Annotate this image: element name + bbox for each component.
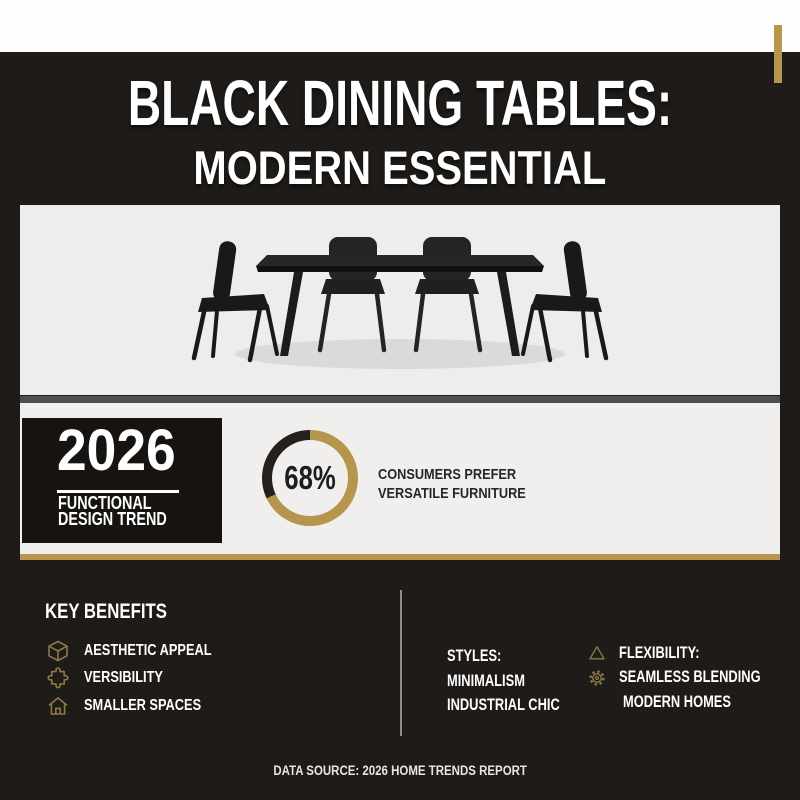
styles-item-2: INDUSTRIAL CHIC xyxy=(447,696,560,714)
flexibility-column xyxy=(586,641,800,715)
list-item xyxy=(586,666,800,691)
cube-icon xyxy=(45,639,71,663)
gray-divider-rule xyxy=(20,396,780,403)
stat-percent: 68% xyxy=(284,459,336,496)
puzzle-icon xyxy=(45,666,71,690)
year-label-line2: DESIGN TREND xyxy=(58,508,167,529)
vertical-divider xyxy=(400,590,402,736)
styles-item-1: MINIMALISM xyxy=(447,671,525,690)
back-chair-right xyxy=(415,237,480,350)
data-source-note: DATA SOURCE: 2026 HOME TRENDS REPORT xyxy=(273,763,527,778)
flexibility-item-2: MODERN HOMES xyxy=(623,692,731,711)
hero-image-panel xyxy=(20,205,780,395)
title-line-2: MODERN ESSENTIAL xyxy=(193,141,607,194)
gold-accent-bar xyxy=(774,25,782,83)
stat-caption xyxy=(378,466,552,503)
home-icon xyxy=(45,694,71,718)
stat-ring xyxy=(262,430,358,526)
year-box xyxy=(22,418,222,543)
trend-stat-section xyxy=(20,403,780,554)
stat-ring-inner xyxy=(272,440,348,516)
triangle-icon xyxy=(586,643,608,663)
list-item xyxy=(45,692,243,720)
styles-column xyxy=(447,644,592,718)
dining-table-illustration xyxy=(190,232,610,372)
stat-caption-line1: CONSUMERS PREFER xyxy=(378,466,517,483)
flexibility-item-1: SEAMLESS BLENDING xyxy=(619,668,761,687)
benefit-label: AESTHETIC APPEAL xyxy=(84,641,212,659)
stat-caption-line2: VERSATILE FURNITURE xyxy=(378,484,526,502)
list-item xyxy=(45,637,243,665)
year-label xyxy=(58,493,194,529)
list-item xyxy=(45,665,243,693)
styles-heading: STYLES: xyxy=(447,647,502,665)
benefit-label: VERSIBILITY xyxy=(84,669,163,687)
list-item xyxy=(586,641,800,666)
gear-icon xyxy=(586,667,608,689)
year-label-line1: FUNCTIONAL xyxy=(58,493,152,513)
benefits-list xyxy=(45,637,243,720)
benefit-label: SMALLER SPACES xyxy=(84,696,202,714)
benefits-heading: KEY BENEFITS xyxy=(45,600,167,623)
flexibility-heading: FLEXIBILITY: xyxy=(619,643,700,662)
title-line-1: BLACK DINING TABLES: xyxy=(127,67,673,139)
list-item xyxy=(586,690,800,715)
year-number: 2026 xyxy=(57,418,176,483)
back-chair-left xyxy=(320,237,385,350)
gold-divider-rule xyxy=(20,554,780,560)
page-title xyxy=(0,67,800,194)
top-white-strip xyxy=(0,0,800,52)
